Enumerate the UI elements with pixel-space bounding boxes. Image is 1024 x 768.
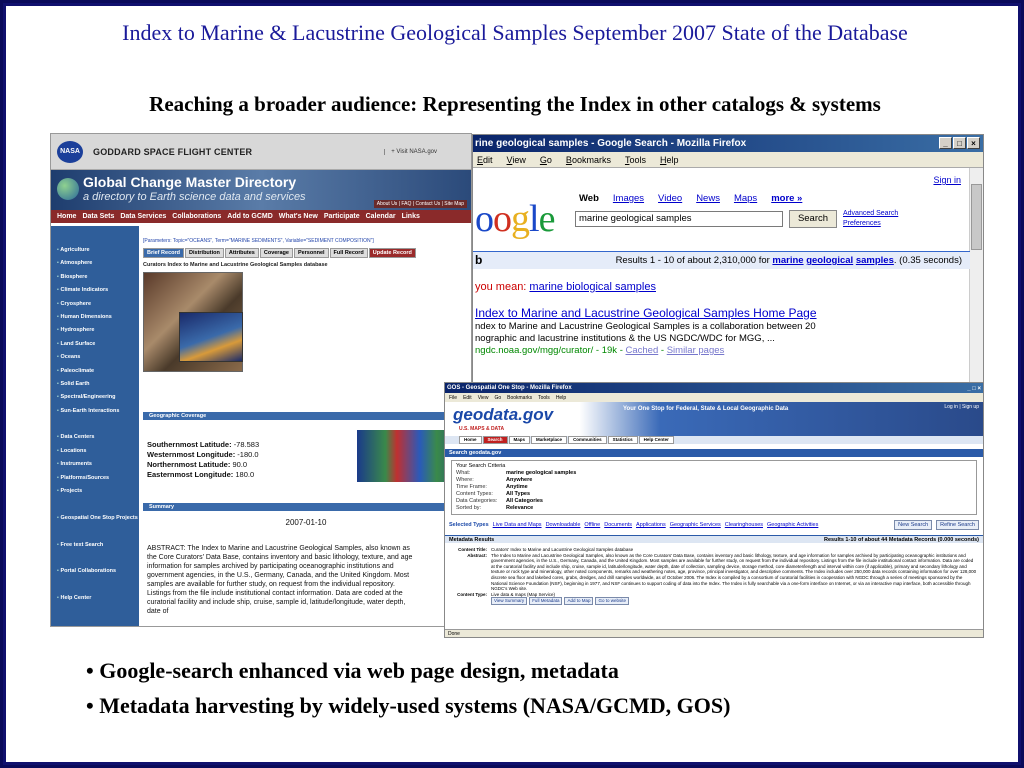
nasa-logo[interactable]: NASA: [57, 141, 83, 163]
sidebar-item[interactable]: ▪ Human Dimensions: [51, 311, 139, 324]
window-controls: [939, 137, 980, 149]
map-thumbnail: [179, 312, 243, 362]
criteria-row: [456, 484, 972, 491]
sidebar-item[interactable]: ▪ Projects: [51, 485, 139, 498]
cached-link[interactable]: Cached: [625, 345, 659, 356]
abstract-label: Abstract:: [467, 552, 487, 558]
sidebar-item[interactable]: ▪ Platforms/Sources: [51, 472, 139, 485]
result-term[interactable]: samples: [855, 255, 894, 266]
view-summary-button[interactable]: View Summary: [491, 597, 527, 605]
criteria-row: [456, 505, 972, 512]
result-term[interactable]: marine: [772, 255, 804, 266]
entry-actions: [491, 597, 977, 605]
sidebar-item[interactable]: ▪ Spectral/Engineering: [51, 391, 139, 404]
google-scrollbar[interactable]: [969, 168, 983, 390]
tab-images[interactable]: Images: [612, 193, 645, 204]
criteria-value: Anytime: [506, 484, 528, 490]
criteria-row: [456, 470, 972, 477]
criteria-key: Where:: [456, 477, 474, 483]
sidebar-item[interactable]: ▪ Atmosphere: [51, 257, 139, 270]
preferences-link[interactable]: Preferences: [843, 220, 881, 227]
content-type: Live data & maps (Map Service): [491, 591, 556, 597]
gcmd-nav: [51, 210, 471, 223]
go-to-website-button[interactable]: Go to website: [595, 597, 629, 605]
abstract-text: The Index to Marine and Lacustrine Geological Samples, also known as the Core Curators' Data Base, contains inventory and basic lithology, texture, and age information for samples archived by participating oceanographic institutions and government agencies, in the U.S., Germany, Canada, and the United Kingdom. Most samples are available for further study, on request from the individual repository. Listings from the file include institutional contact information. Data are coded at the curatorial facility and include ship, cruise, sample id, latitude/longitude, water depth, date of collection, sampling device, storage method, core diameter/length and interval within core (if applicable), primary and secondary lithology and texture or rock type and mineralogy, other noted components, remarks and weathering notes, age, province, principal investigator, and descriptive comments. The Index includes over 250,000 data records containing information for over 128,000 discrete sea floor and lakebed cores, grabs, dredges, and drill samples worldwide, as of October 2006. The Index is compiled by a consortium of curatorial facilities in cooperation with NGDC through a series of meetings sponsored by the National Science Foundation (NSF), beginning in 1977, and NSF continues to support coding of data into the Index. The Index is fully searchable via a one-form interface on Internet, or via an interactive map interface, both accessible through NGDC's Web site.: [491, 552, 977, 592]
geo-coverage-header: Geographic Coverage: [143, 412, 469, 420]
type-link[interactable]: Clearinghouses: [724, 522, 763, 528]
tab-web[interactable]: Web: [579, 193, 599, 204]
google-logo: oogle: [475, 198, 555, 240]
gcmd-screenshot: [50, 133, 472, 627]
geo-coverage: [147, 440, 259, 480]
nasa-header: [51, 134, 471, 170]
did-you-mean-link[interactable]: marine biological samples: [529, 281, 656, 293]
metadata-results-bar: [445, 535, 983, 543]
login-links[interactable]: Log in | Sign up: [944, 404, 979, 410]
record-title: Curators Index to Marine and Lacustrine Geological Samples database: [143, 262, 328, 268]
sidebar-item[interactable]: ▪ Paleoclimate: [51, 365, 139, 378]
menu-view[interactable]: View: [506, 154, 526, 165]
menu-go[interactable]: Go: [539, 154, 552, 165]
content-type-label: Content Type:: [457, 591, 487, 597]
criteria-value: All Categories: [506, 498, 543, 504]
record-date: 2007-01-10: [285, 518, 327, 527]
content-title-label: Content Title:: [458, 547, 487, 552]
criteria-key: Data Categories:: [456, 498, 498, 504]
sidebar-item[interactable]: ▪ Sun-Earth Interactions: [51, 405, 139, 418]
geodata-logo-sub: U.S. MAPS & DATA: [459, 426, 505, 432]
geo-south: -78.583: [233, 440, 260, 449]
tab-coverage[interactable]: Coverage: [260, 248, 293, 258]
type-link[interactable]: Applications: [636, 522, 666, 528]
tab-brief-record[interactable]: Brief Record: [143, 248, 184, 258]
search-criteria: [451, 460, 977, 515]
tab-video[interactable]: Video: [658, 193, 683, 204]
geo-label: Northernmost Latitude:: [147, 460, 231, 469]
record-abstract: ABSTRACT: The Index to Marine and Lacustrine Geological Samples, also known as the Core Curators' Data Base, contains inventory and basic lithology, texture, and age information for samples archived by participating oceanographic institutions and government agencies, in the U.S., Germany, Canada, and the United Kingdom. Most samples are available for further study, on request from the individual repository. Listings from the file include institutional contact information. Data are coded at the curatorial facility and include ship, cruise, sample id, latitude/longitude, water depth, date of: [147, 545, 413, 615]
sidebar-item[interactable]: ▪ Land Surface: [51, 338, 139, 351]
gos-window-titlebar: [445, 383, 983, 393]
nav-calendar[interactable]: Calendar: [365, 213, 396, 220]
visit-nasa-link[interactable]: + Visit NASA.gov: [384, 149, 437, 155]
criteria-title: Your Search Criteria: [456, 463, 506, 469]
sidebar-item[interactable]: ▪ Data Centers: [51, 431, 139, 444]
result-url-text: ngdc.noaa.gov/mgg/curator/ - 19k -: [475, 345, 626, 356]
google-search-input[interactable]: marine geological samples: [575, 211, 783, 227]
menu-file[interactable]: File: [449, 394, 458, 401]
criteria-key: Sorted by:: [456, 505, 482, 511]
nav-marketplace[interactable]: Marketplace: [531, 436, 567, 444]
status-bar: Done: [445, 629, 983, 637]
sidebar-item[interactable]: ▪ Geospatial One Stop Projects: [51, 512, 139, 525]
search-result: [475, 307, 965, 357]
sidebar-item[interactable]: ▪ Instruments: [51, 458, 139, 471]
window-controls-icon[interactable]: _ □ ×: [967, 386, 981, 392]
menu-view[interactable]: View: [477, 394, 489, 401]
nav-links[interactable]: Links: [401, 213, 420, 220]
bullet-item: • Metadata harvesting by widely-used systems (NASA/GCMD, GOS): [86, 693, 730, 719]
full-metadata-button[interactable]: Full Metadata: [529, 597, 562, 605]
google-window-title: rine geological samples - Google Search - Mozilla Firefox: [475, 138, 747, 149]
menu-edit[interactable]: Edit: [477, 154, 493, 165]
criteria-key: Time Frame:: [456, 484, 487, 490]
gcmd-title: Global Change Master Directory: [83, 174, 297, 190]
refine-search-button[interactable]: Refine Search: [936, 520, 979, 530]
menu-go[interactable]: Go: [494, 394, 502, 401]
advanced-links: [843, 209, 898, 229]
criteria-value: marine geological samples: [506, 470, 577, 476]
criteria-value: Relevance: [506, 505, 534, 511]
results-label: b: [475, 253, 483, 267]
slide: [3, 3, 1021, 765]
nav-search[interactable]: Search: [483, 436, 508, 444]
menu-bookmarks[interactable]: Bookmarks: [565, 154, 611, 165]
result-snippet: nographic and lacustrine institutions & the US NGDC/WDC for MGG, ...: [475, 333, 775, 344]
sidebar-item[interactable]: ▪ Hydrosphere: [51, 324, 139, 337]
tab-news[interactable]: News: [696, 193, 720, 204]
geo-east: 180.0: [235, 470, 255, 479]
gos-menubar: [445, 393, 983, 402]
tab-update-record[interactable]: Update Record: [369, 248, 416, 258]
gos-window-title: GOS - Geospatial One Stop - Mozilla Firefox: [447, 385, 572, 391]
nav-participate[interactable]: Participate: [323, 213, 360, 220]
slide-subtitle: Reaching a broader audience: Representing the Index in other catalogs & systems: [149, 92, 881, 116]
geo-label: Westernmost Longitude:: [147, 450, 236, 459]
gos-nav: [445, 436, 983, 444]
google-window-titlebar: [473, 135, 983, 152]
criteria-row: [456, 477, 972, 484]
metadata-results-label: Metadata Results: [449, 537, 495, 543]
nav-home[interactable]: Home: [57, 213, 77, 220]
maximize-icon[interactable]: □: [953, 137, 966, 149]
content-title[interactable]: Curators' Index to Marine and Lacustrine Geological Samples database: [491, 547, 634, 552]
gcmd-banner: [51, 170, 471, 210]
metadata-results-count: Results 1-10 of about 44 Metadata Records (0.000 seconds): [824, 537, 979, 543]
type-link[interactable]: Documents: [604, 522, 633, 528]
criteria-value: Anywhere: [506, 477, 533, 483]
google-search-button[interactable]: Search: [789, 210, 837, 228]
geo-label: Southernmost Latitude:: [147, 440, 232, 449]
google-search-tabs: [579, 193, 802, 204]
nav-maps[interactable]: Maps: [509, 436, 531, 444]
selected-types-label: Selected Types: [449, 522, 489, 528]
metadata-entry: [451, 547, 977, 605]
selected-types: [449, 520, 979, 530]
type-link[interactable]: Offline: [584, 522, 601, 528]
type-link[interactable]: Downloadable: [545, 522, 581, 528]
type-link[interactable]: Geographic Services: [669, 522, 721, 528]
geo-label: Easternmost Longitude:: [147, 470, 234, 479]
sidebar-item[interactable]: ▪ Biosphere: [51, 271, 139, 284]
nav-help-center[interactable]: Help Center: [639, 436, 674, 444]
menu-tools[interactable]: Tools: [538, 394, 550, 401]
menu-edit[interactable]: Edit: [463, 394, 472, 401]
sidebar-item[interactable]: ▪ Cryosphere: [51, 298, 139, 311]
actions-spacer: [451, 597, 487, 605]
sidebar-item[interactable]: ▪ Agriculture: [51, 244, 139, 257]
tab-attributes[interactable]: Attributes: [225, 248, 259, 258]
one-stop-tagline: Your One Stop for Federal, State & Local Geographic Data: [623, 406, 789, 412]
add-to-map-button[interactable]: Add to Map: [564, 597, 593, 605]
similar-pages-link[interactable]: Similar pages: [666, 345, 725, 356]
gcmd-subtitle: a directory to Earth science data and services: [83, 191, 306, 203]
menu-help[interactable]: Help: [555, 394, 567, 401]
sign-in-link[interactable]: Sign in: [933, 175, 961, 185]
did-you-mean-prefix: you mean:: [475, 281, 530, 293]
result-title-link[interactable]: Index to Marine and Lacustrine Geological Samples Home Page: [475, 306, 817, 320]
geodata-logo[interactable]: geodata.gov: [453, 405, 554, 424]
results-bar: [473, 251, 970, 269]
sidebar-item[interactable]: ▪ Climate Indicators: [51, 284, 139, 297]
google-screenshot: [472, 134, 984, 390]
did-you-mean: [475, 281, 656, 293]
criteria-row: [456, 491, 972, 498]
sidebar-item[interactable]: ▪ Solid Earth: [51, 378, 139, 391]
results-prefix: Results 1 - 10 of about 2,310,000 for: [615, 255, 773, 266]
tab-more[interactable]: more »: [771, 193, 803, 204]
criteria-key: What:: [456, 470, 471, 476]
tab-personnel[interactable]: Personnel: [294, 248, 329, 258]
tab-full-record[interactable]: Full Record: [330, 248, 368, 258]
criteria-key: Content Types:: [456, 491, 493, 497]
menu-tools[interactable]: Tools: [624, 154, 646, 165]
type-link[interactable]: Geographic Activities: [767, 522, 819, 528]
sidebar-item[interactable]: ▪ Locations: [51, 445, 139, 458]
google-menubar: [473, 152, 983, 168]
minimize-icon[interactable]: _: [939, 137, 952, 149]
result-term[interactable]: geological: [806, 255, 854, 266]
search-header: Search geodata.gov: [445, 449, 983, 457]
summary-header: Summary: [143, 503, 469, 511]
nav-collaborations[interactable]: Collaborations: [172, 213, 222, 220]
record-tabs: [143, 248, 469, 258]
menu-help[interactable]: Help: [659, 154, 679, 165]
nav-communities[interactable]: Communities: [568, 436, 607, 444]
sidebar-item[interactable]: ▪ Help Center: [51, 592, 139, 605]
gos-header: [445, 402, 983, 436]
geo-west: -180.0: [237, 450, 259, 459]
sidebar-item[interactable]: ▪ Oceans: [51, 351, 139, 364]
sidebar-item[interactable]: ▪ Free text Search: [51, 539, 139, 552]
globe-icon: [57, 178, 79, 200]
record-params: [Parameters: Topic="OCEANS", Term="MARINE SEDIMENTS", Variable="SEDIMENT COMPOSITION"]: [143, 238, 374, 244]
menu-bookmarks[interactable]: Bookmarks: [507, 394, 533, 401]
criteria-value: All Types: [506, 491, 531, 497]
gos-screenshot: [444, 382, 984, 638]
result-url: ngdc.noaa.gov/mgg/curator/ - 19k - Cached - Similar pages: [475, 345, 725, 356]
gcmd-sidebar: [51, 226, 139, 627]
nav-add-to-gcmd[interactable]: Add to GCMD: [227, 213, 273, 220]
close-icon[interactable]: ×: [967, 137, 980, 149]
geo-north: 90.0: [232, 460, 248, 469]
tab-distribution[interactable]: Distribution: [185, 248, 224, 258]
type-link[interactable]: Live Data and Maps: [492, 522, 542, 528]
nav-data-sets[interactable]: Data Sets: [82, 213, 115, 220]
result-snippet: ndex to Marine and Lacustrine Geological Samples is a collaboration between 20: [475, 321, 816, 332]
sidebar-item[interactable]: ▪ Portal Collaborations: [51, 565, 139, 578]
nav-statistics[interactable]: Statistics: [608, 436, 638, 444]
center-name: GODDARD SPACE FLIGHT CENTER: [93, 146, 253, 157]
results-suffix: . (0.35 seconds): [893, 255, 962, 266]
gcmd-main: [143, 238, 469, 268]
scroll-thumb[interactable]: [971, 184, 982, 250]
nav-whats-new[interactable]: What's New: [278, 213, 318, 220]
advanced-search-link[interactable]: Advanced Search: [843, 210, 899, 217]
new-search-button[interactable]: New Search: [894, 520, 932, 530]
criteria-row: [456, 498, 972, 505]
gcmd-top-links[interactable]: About Us | FAQ | Contact Us | Site Map: [374, 200, 467, 208]
nav-data-services[interactable]: Data Services: [120, 213, 167, 220]
slide-title: Index to Marine & Lacustrine Geological Samples September 2007 State of the Database: [122, 20, 908, 45]
tab-maps[interactable]: Maps: [733, 193, 758, 204]
bullet-item: • Google-search enhanced via web page design, metadata: [86, 658, 730, 684]
nav-home[interactable]: Home: [459, 436, 482, 444]
bullet-list: [86, 658, 730, 728]
